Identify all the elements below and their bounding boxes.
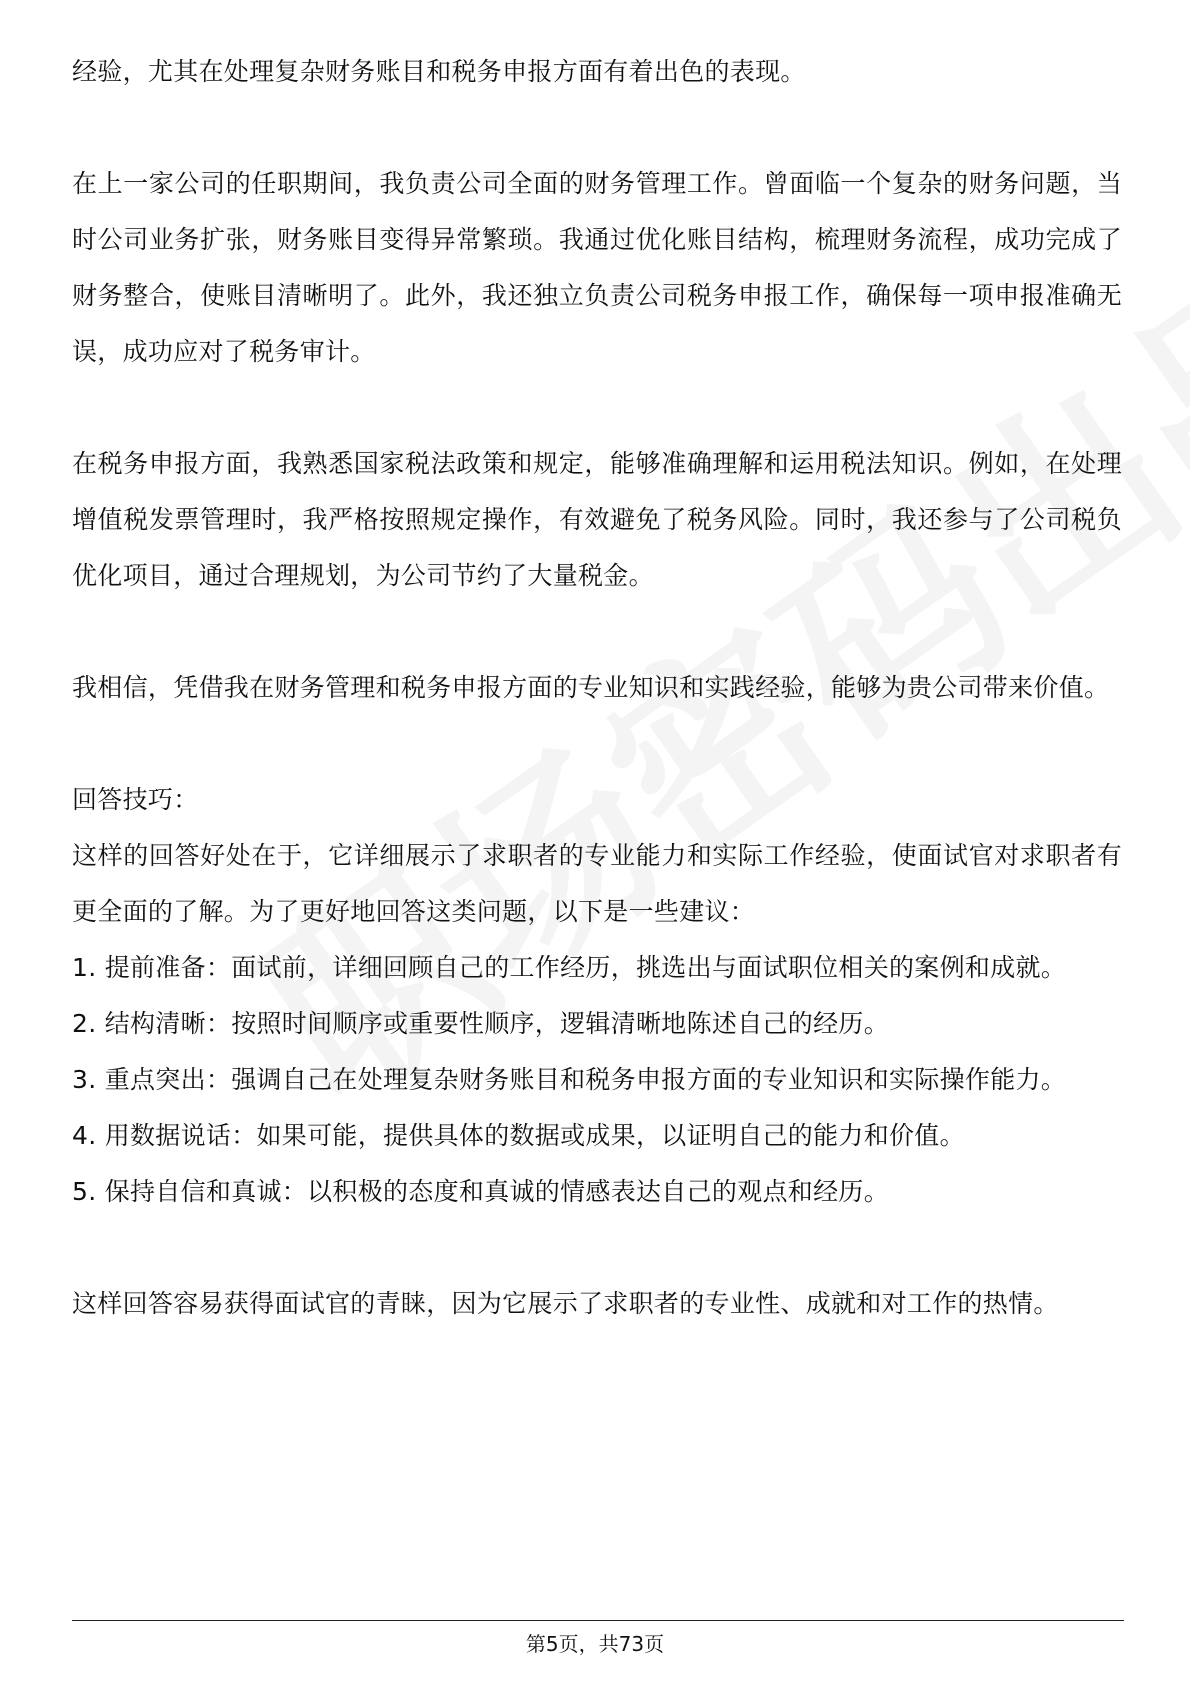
tips-heading: 回答技巧： bbox=[72, 785, 199, 814]
tip-item: 3. 重点突出：强调自己在处理复杂财务账目和税务申报方面的专业知识和实际操作能力。 bbox=[72, 1065, 1067, 1094]
answer-tips-section bbox=[72, 772, 1122, 1220]
document-body bbox=[72, 44, 1122, 1388]
tip-item: 1. 提前准备：面试前，详细回顾自己的工作经历，挑选出与面试职位相关的案例和成就。 bbox=[72, 953, 1067, 982]
tip-item: 4. 用数据说话：如果可能，提供具体的数据或成果，以证明自己的能力和价值。 bbox=[72, 1121, 965, 1150]
tip-item: 2. 结构清晰：按照时间顺序或重要性顺序，逻辑清晰地陈述自己的经历。 bbox=[72, 1009, 890, 1038]
paragraph-continuation: 经验，尤其在处理复杂财务账目和税务申报方面有着出色的表现。 bbox=[72, 57, 806, 86]
paragraph-tax-filing: 在税务申报方面，我熟悉国家税法政策和规定，能够准确理解和运用税法知识。例如，在处理增值税发票管理时，我严格按照规定操作，有效避免了税务风险。同时，我还参与了公司税负优化项目，通过合理规划，为公司节约了大量税金。 bbox=[72, 449, 1122, 590]
paragraph-conclusion: 我相信，凭借我在财务管理和税务申报方面的专业知识和实践经验，能够为贵公司带来价值。 bbox=[72, 673, 1110, 702]
tip-item: 5. 保持自信和真诚：以积极的态度和真诚的情感表达自己的观点和经历。 bbox=[72, 1177, 890, 1206]
footer-divider bbox=[72, 1620, 1124, 1621]
page-number: 第5页，共73页 bbox=[525, 1632, 665, 1656]
tips-intro: 这样的回答好处在于，它详细展示了求职者的专业能力和实际工作经验，使面试官对求职者有更全面的了解。为了更好地回答这类问题，以下是一些建议： bbox=[72, 841, 1122, 926]
closing-paragraph: 这样回答容易获得面试官的青睐，因为它展示了求职者的专业性、成就和对工作的热情。 bbox=[72, 1289, 1059, 1318]
paragraph-previous-job: 在上一家公司的任职期间，我负责公司全面的财务管理工作。曾面临一个复杂的财务问题，当时公司业务扩张，财务账目变得异常繁琐。我通过优化账目结构，梳理财务流程，成功完成了财务整合，使账目清晰明了。此外，我还独立负责公司税务申报工作，确保每一项申报准确无误，成功应对了税务审计。 bbox=[72, 169, 1122, 366]
